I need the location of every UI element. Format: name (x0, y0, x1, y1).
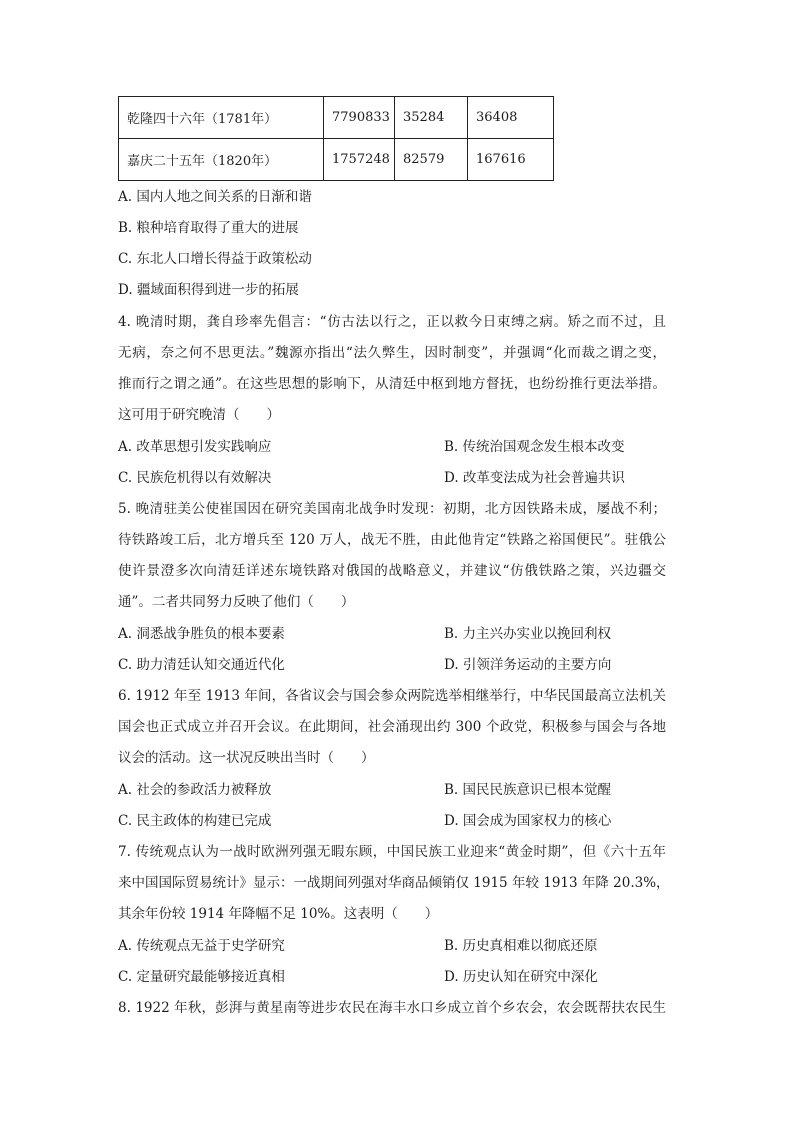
q5-stem-line: 待铁路竣工后，北方增兵至 120 万人，战无不胜，由此他肯定“铁路之裕国便民”。驻俄公 (118, 532, 666, 548)
q6-option-b: B. 国民民族意识已根本觉醒 (444, 782, 612, 798)
table-row (119, 139, 554, 181)
table-cell: 35284 (395, 97, 468, 139)
q6-stem-line: 议会的活动。这一状况反映出当时（ ） (118, 750, 375, 766)
table-cell: 36408 (468, 97, 554, 139)
q8-stem-line: 8. 1922 年秋，彭湃与黄星南等进步农民在海丰水口乡成立首个乡农会，农会既帮扶农民生 (118, 1000, 666, 1016)
q5-stem-line: 使许景澄多次向清廷详述东境铁路对俄国的战略意义，并建议“仿俄铁路之策，兴边疆交 (118, 563, 666, 579)
table-cell: 1757248 (324, 139, 395, 181)
q7-stem-line: 7. 传统观点认为一战时欧洲列强无暇东顾，中国民族工业迎来“黄金时期”，但《六十五年 (118, 844, 666, 860)
q4-option-d: D. 改革变法成为社会普遍共识 (444, 470, 625, 486)
q5-stem-line: 5. 晚清驻美公使崔国因在研究美国南北战争时发现：初期，北方因铁路未成，屡战不利； (118, 501, 666, 517)
q5-option-a: A. 洞悉战争胜负的根本要素 (118, 626, 285, 642)
q4-stem-line: 推而行之谓之通”。在这些思想的影响下，从清廷中枢到地方督抚，也纷纷推行更法举措。 (118, 376, 666, 392)
q5-option-c: C. 助力清廷认知交通近代化 (118, 657, 285, 673)
q7-option-b: B. 历史真相难以彻底还原 (444, 938, 598, 954)
q6-option-c: C. 民主政体的构建已完成 (118, 813, 272, 829)
q7-option-d: D. 历史认知在研究中深化 (444, 969, 598, 985)
q6-stem-line: 国会也正式成立并召开会议。在此期间，社会涌现出约 300 个政党，积极参与国会与各地 (118, 719, 666, 735)
q4-option-a: A. 改革思想引发实践响应 (118, 439, 272, 455)
table-cell: 7790833 (324, 97, 395, 139)
q3-option-d: D. 疆域面积得到进一步的拓展 (118, 282, 299, 298)
q4-option-c: C. 民族危机得以有效解决 (118, 470, 272, 486)
q5-option-d: D. 引领洋务运动的主要方向 (444, 657, 612, 673)
q3-option-c: C. 东北人口增长得益于政策松动 (118, 251, 312, 267)
q7-stem-line: 来中国国际贸易统计》显示：一战期间列强对华商品倾销仅 1915 年较 1913 年降 20.3%， (118, 875, 670, 891)
table-cell: 嘉庆二十五年（1820年） (119, 139, 324, 181)
q3-option-b: B. 粮种培育取得了重大的进展 (118, 220, 299, 236)
q6-stem-line: 6. 1912 年至 1913 年间，各省议会与国会参众两院选举相继举行，中华民国最高立法机关 (118, 688, 666, 704)
table-cell: 82579 (395, 139, 468, 181)
q4-stem-line: 无病，奈之何不思更法。”魏源亦指出“法久弊生，因时制变”，并强调“化而裁之谓之变， (118, 345, 666, 361)
q4-stem-line: 4. 晚清时期，龚自珍率先倡言：“仿古法以行之，正以救今日束缚之病。矫之而不过，且 (118, 314, 666, 330)
q7-stem-line: 其余年份较 1914 年降幅不足 10%。这表明（ ） (118, 906, 439, 922)
q4-option-b: B. 传统治国观念发生根本改变 (444, 439, 625, 455)
q5-stem-line: 通”。二者共同努力反映了他们（ ） (118, 594, 355, 610)
q7-option-a: A. 传统观点无益于史学研究 (118, 938, 285, 954)
table-cell: 乾隆四十六年（1781年） (119, 97, 324, 139)
q3-option-a: A. 国内人地之间关系的日渐和谐 (118, 189, 312, 205)
population-table (118, 96, 554, 181)
q4-stem-line: 这可用于研究晚清（ ） (118, 407, 280, 423)
q6-option-d: D. 国会成为国家权力的核心 (444, 813, 612, 829)
table-row (119, 97, 554, 139)
table-cell: 167616 (468, 139, 554, 181)
q6-option-a: A. 社会的参政活力被释放 (118, 782, 272, 798)
q5-option-b: B. 力主兴办实业以挽回利权 (444, 626, 612, 642)
q7-option-c: C. 定量研究最能够接近真相 (118, 969, 285, 985)
